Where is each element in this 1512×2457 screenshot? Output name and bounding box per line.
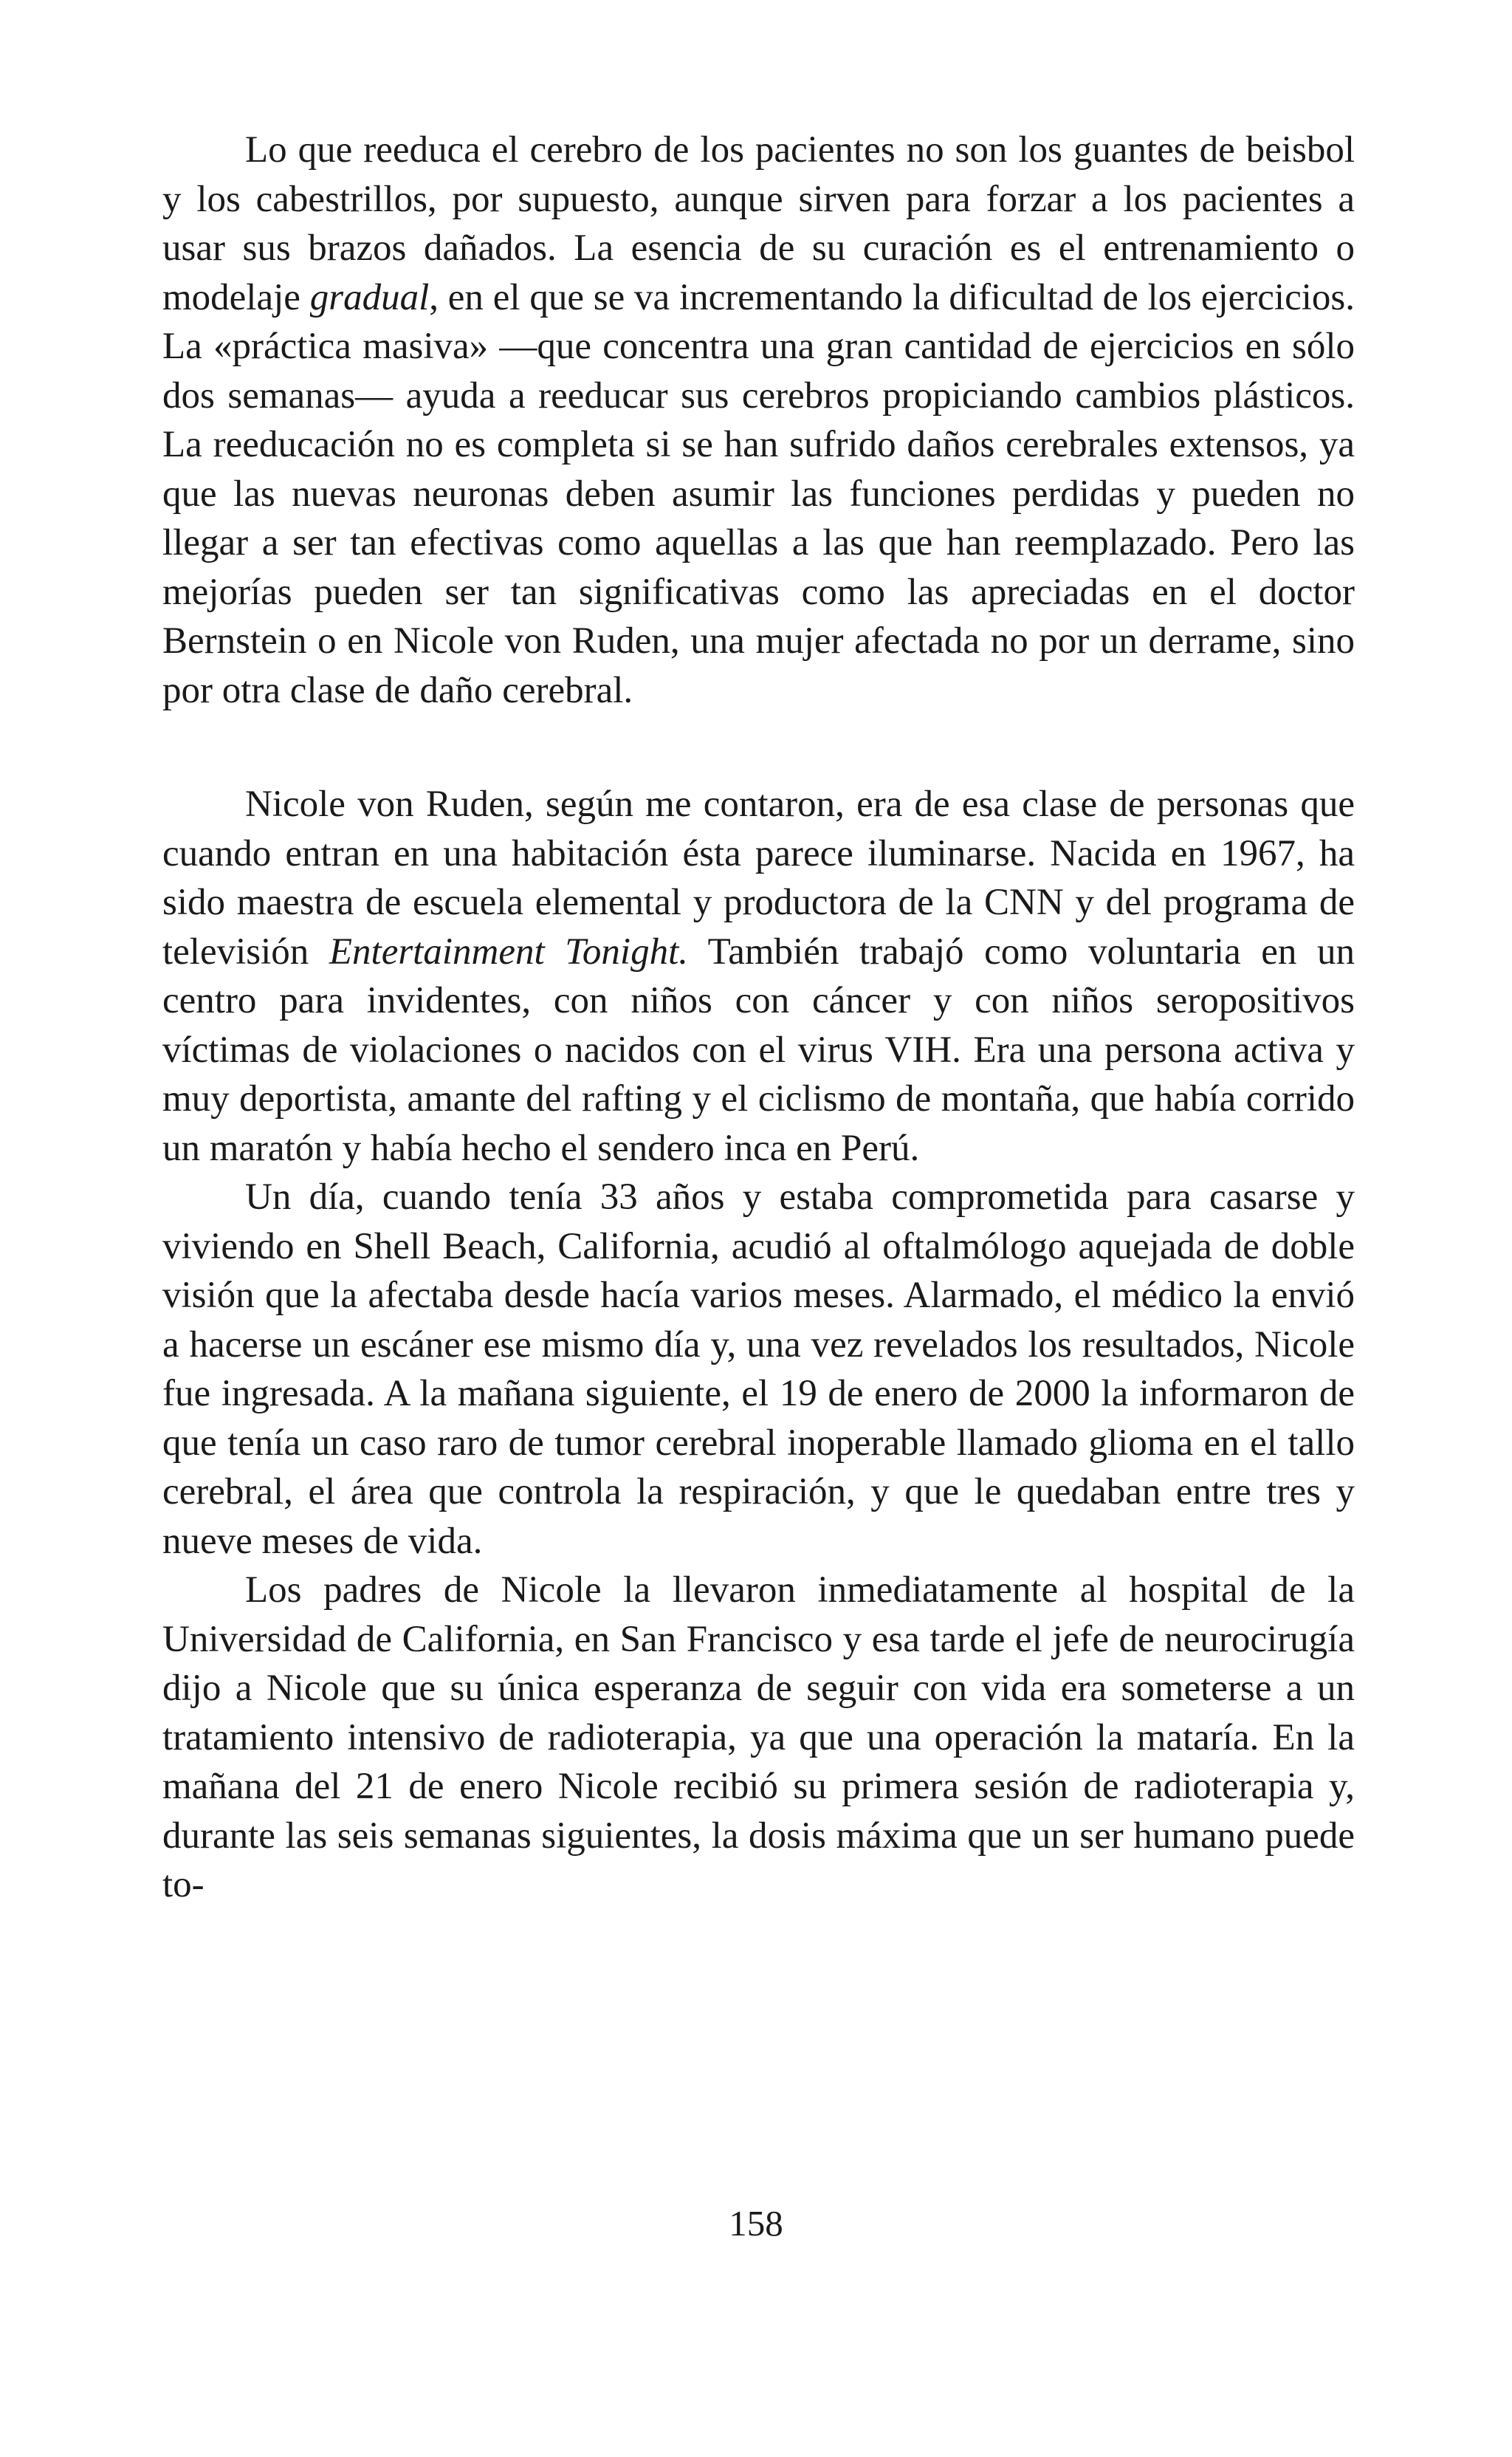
- paragraph-text: También trabajó como voluntaria en un centro para invidentes, con niños con cáncer y con niños seropositivos víctimas de violaciones o nacidos con el virus VIH. Era una persona activa y muy deportista, amante del rafting y el ciclismo de montaña, que había corrido un maratón y había hecho el sendero inca en Perú.: [162, 931, 1355, 1169]
- text-section-1: [162, 126, 1355, 715]
- paragraph: [162, 780, 1355, 1173]
- paragraph: [162, 126, 1355, 715]
- paragraph-text: , en el que se va incrementando la dificultad de los ejercicios. La «práctica masiva» —que concentra una gran cantidad de ejercicios en sólo dos semanas— ayuda a reeducar sus cerebros propiciando cambios plásticos. La reeducación no es completa si se han sufrido daños cerebrales extensos, ya que las nuevas neuronas deben asumir las funciones perdidas y pueden no llegar a ser tan efectivas como aquellas a las que han reemplazado. Pero las mejorías pueden ser tan significativas como las apreciadas en el doctor Bernstein o en Nicole von Ruden, una mujer afectada no por un derrame, sino por otra clase de daño cerebral.: [162, 276, 1355, 711]
- paragraph-text: Nicole von Ruden, según me contaron, era de esa clase de personas que cuando entran en una habitación ésta parece iluminarse. Nacida en 1967, ha sido maestra de escuela elemental y productora de la CNN y del programa de televisión: [162, 784, 1355, 973]
- text-section-2: [162, 780, 1355, 1910]
- section-break: [162, 715, 1355, 780]
- page-body: [162, 126, 1355, 1910]
- italic-text: Entertainment Tonight.: [329, 931, 688, 973]
- paragraph: Un día, cuando tenía 33 años y estaba comprometida para casarse y viviendo en Shell Beach, California, acudió al oftalmólogo aquejada de doble visión que la afectaba desde hacía varios meses. Alarmado, el médico la envió a hacerse un escáner ese mismo día y, una vez revelados los resultados, Nicole fue ingresada. A la mañana siguiente, el 19 de enero de 2000 la informaron de que tenía un caso raro de tumor cerebral inoperable llamado glioma en el tallo cerebral, el área que controla la respiración, y que le quedaban entre tres y nueve meses de vida.: [162, 1176, 1355, 1562]
- italic-text: gradual: [309, 276, 430, 318]
- paragraph-text: Lo que reeduca el cerebro de los pacientes no son los guantes de beisbol y los cabestrillos, por supuesto, aunque sirven para forzar a los pacientes a usar sus brazos dañados. La esencia de su curación es el entrenamiento o modelaje: [162, 129, 1355, 318]
- page-number: 158: [729, 2203, 783, 2244]
- paragraph: Los padres de Nicole la llevaron inmediatamente al hospital de la Universidad de California, en San Francisco y esa tarde el jefe de neurocirugía dijo a Nicole que su única esperanza de seguir con vida era someterse a un tratamiento intensivo de radioterapia, ya que una operación la mataría. En la mañana del 21 de enero Nicole recibió su primera sesión de radioterapia y, durante las seis semanas siguientes, la dosis máxima que un ser humano puede to-: [162, 1569, 1355, 1905]
